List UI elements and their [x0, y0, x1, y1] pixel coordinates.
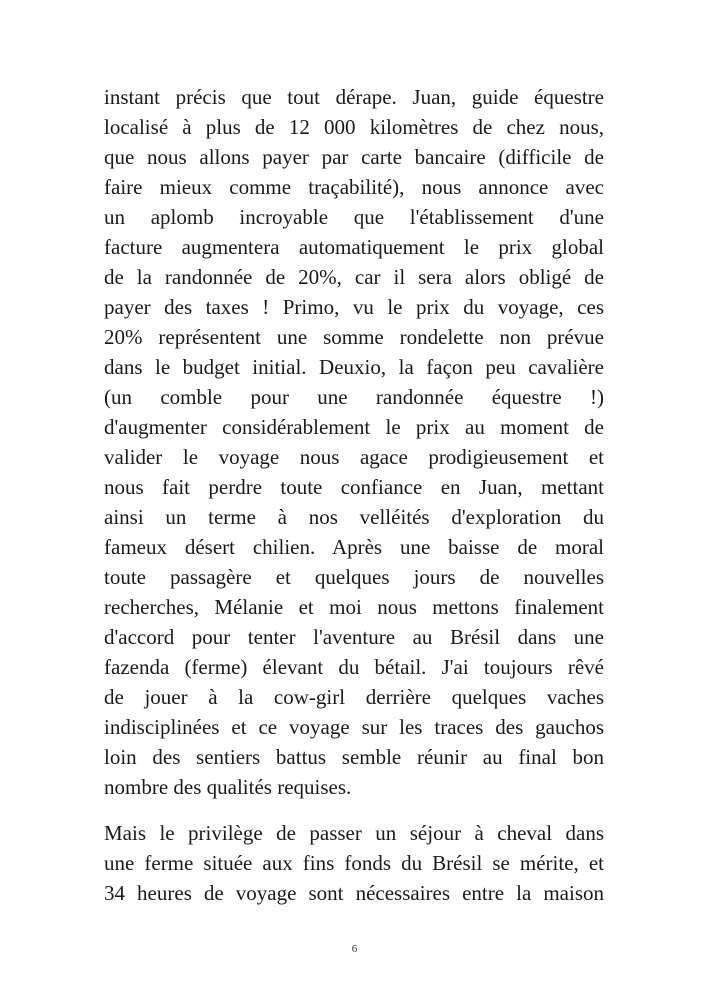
text-line: instant précis que tout dérape. Juan, guide équestre — [104, 85, 604, 109]
text-line: recherches, Mélanie et moi nous mettons finalement — [104, 595, 604, 619]
text-line: payer des taxes ! Primo, vu le prix du voyage, ces — [104, 295, 604, 319]
text-line: toute passagère et quelques jours de nouvelles — [104, 565, 604, 589]
text-line: de jouer à la cow-girl derrière quelques vaches — [104, 685, 604, 709]
text-line: fazenda (ferme) élevant du bétail. J'ai toujours rêvé — [104, 655, 604, 679]
text-line: loin des sentiers battus semble réunir au final bon — [104, 745, 604, 769]
paragraph-1 — [104, 82, 604, 802]
text-line: nous fait perdre toute confiance en Juan, mettant — [104, 475, 604, 499]
text-line: localisé à plus de 12 000 kilomètres de chez nous, — [104, 115, 604, 139]
text-line: 20% représentent une somme rondelette non prévue — [104, 325, 604, 349]
text-line: (un comble pour une randonnée équestre !) — [104, 385, 604, 409]
text-line: facture augmentera automatiquement le prix global — [104, 235, 604, 259]
text-line: dans le budget initial. Deuxio, la façon peu cavalière — [104, 355, 604, 379]
text-line: 34 heures de voyage sont nécessaires entre la maison — [104, 881, 604, 905]
text-line: indisciplinées et ce voyage sur les traces des gauchos — [104, 715, 604, 739]
text-line: valider le voyage nous agace prodigieusement et — [104, 445, 604, 469]
text-line: Mais le privilège de passer un séjour à cheval dans — [104, 821, 604, 845]
page-number: 6 — [351, 943, 358, 955]
text-line: une ferme située aux fins fonds du Brésil se mérite, et — [104, 851, 604, 875]
text-line: nombre des qualités requises. — [104, 775, 352, 799]
paragraph-2 — [104, 818, 604, 908]
text-line: que nous allons payer par carte bancaire (difficile de — [104, 145, 604, 169]
page-body — [104, 82, 604, 908]
text-line: d'augmenter considérablement le prix au moment de — [104, 415, 604, 439]
text-line: d'accord pour tenter l'aventure au Brésil dans une — [104, 625, 604, 649]
text-line: un aplomb incroyable que l'établissement d'une — [104, 205, 604, 229]
text-line: de la randonnée de 20%, car il sera alors obligé de — [104, 265, 604, 289]
text-line: fameux désert chilien. Après une baisse de moral — [104, 535, 604, 559]
text-line: ainsi un terme à nos velléités d'exploration du — [104, 505, 604, 529]
text-line: faire mieux comme traçabilité), nous annonce avec — [104, 175, 604, 199]
